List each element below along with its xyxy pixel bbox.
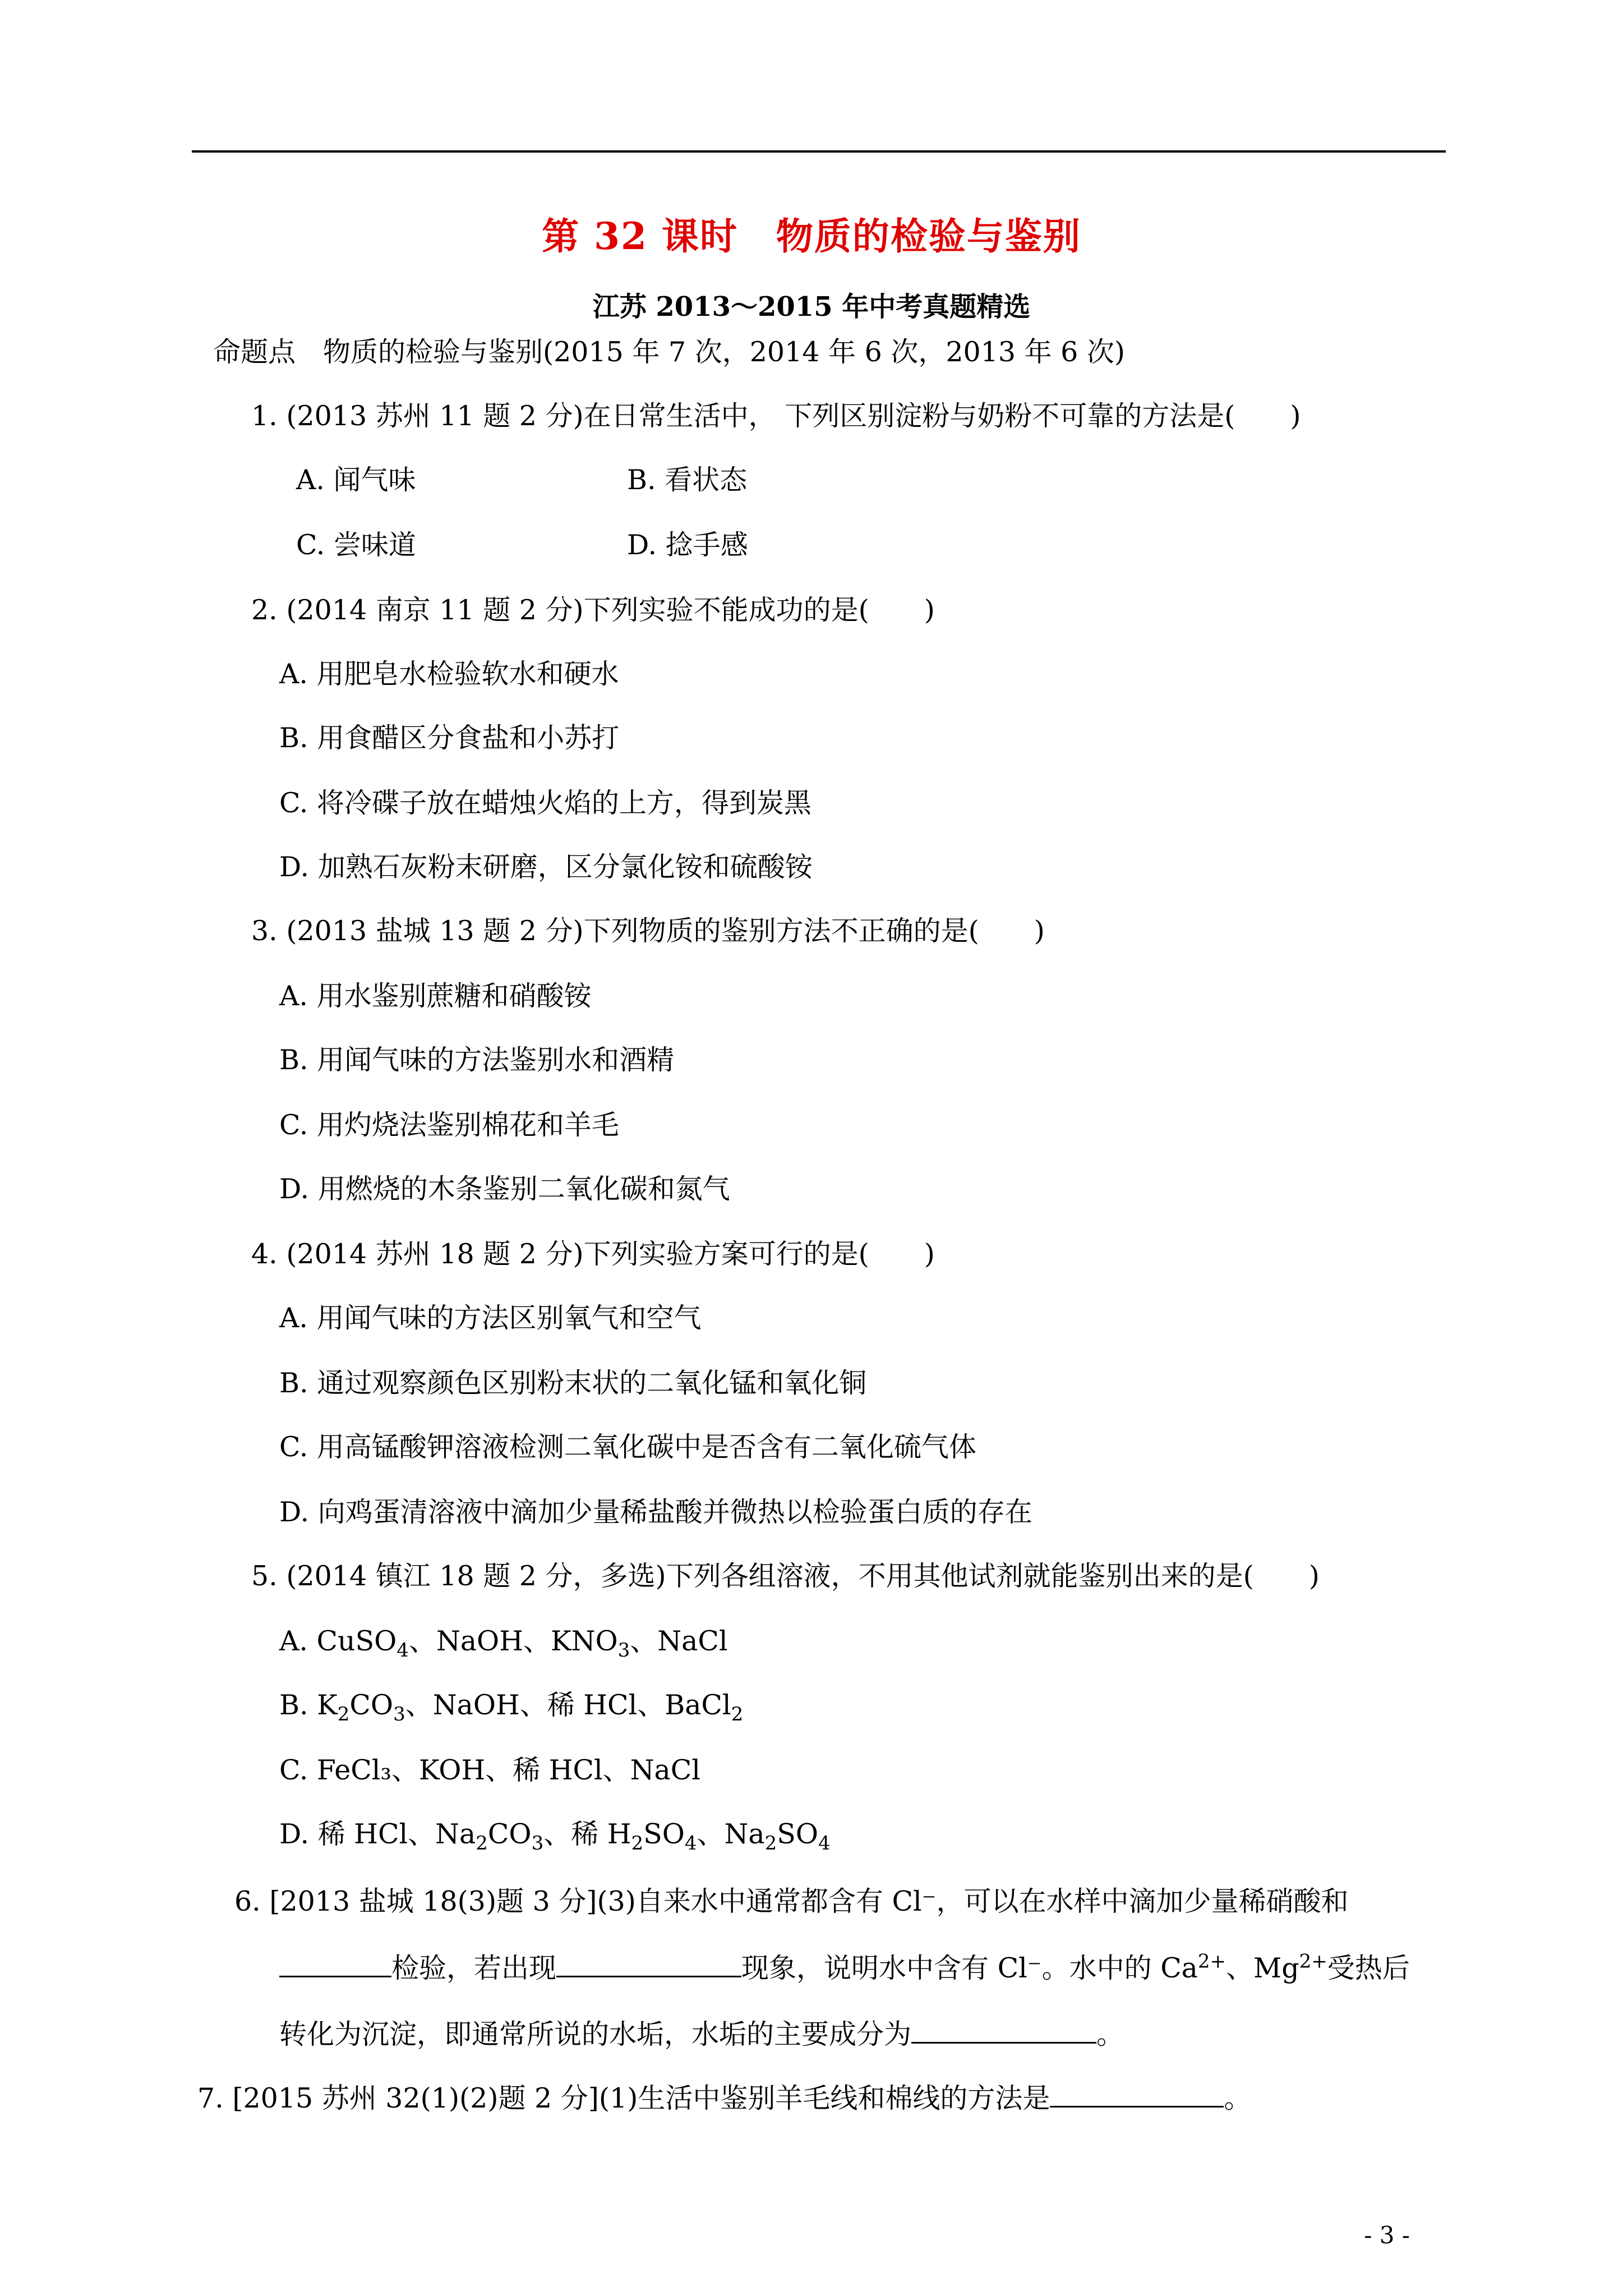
q7-line1: 7. [2015 苏州 32(1)(2)题 2 分](1)生活中鉴别羊毛线和棉线的方法是 。 bbox=[197, 2082, 1252, 2114]
page-number: - 3 - bbox=[1364, 2221, 1410, 2249]
q1-option-c: C. 尝味道 bbox=[296, 529, 416, 561]
q6-line3: 转化为沉淀，即通常所说的水垢，水垢的主要成分为 。 bbox=[279, 2018, 1124, 2050]
q2-option-a: A. 用肥皂水检验软水和硬水 bbox=[279, 658, 619, 690]
q5-option-c: C. FeCl₃、KOH、稀 HCl、NaCl bbox=[279, 1754, 700, 1786]
q3-option-b: B. 用闻气味的方法鉴别水和酒精 bbox=[279, 1044, 675, 1076]
q1-option-b: B. 看状态 bbox=[627, 464, 748, 496]
q5-stem: 5. (2014 镇江 18 题 2 分，多选)下列各组溶液，不用其他试剂就能鉴别出来的是( ) bbox=[251, 1560, 1320, 1592]
q5-option-a: A. CuSO$_4$、NaOH、$KNO_3$、NaCl bbox=[279, 1625, 728, 1662]
lesson-title: 第 32 课时 物质的检验与鉴别 bbox=[542, 214, 1081, 258]
q3-option-a: A. 用水鉴别蔗糖和硝酸铵 bbox=[279, 980, 592, 1012]
q6-blank-1[interactable] bbox=[279, 1951, 391, 1977]
q2-option-c: C. 将冷碟子放在蜡烛火焰的上方，得到炭黑 bbox=[279, 787, 811, 819]
q2-option-d: D. 加熟石灰粉末研磨，区分氯化铵和硫酸铵 bbox=[279, 851, 813, 883]
q6-blank-3[interactable] bbox=[911, 2017, 1096, 2044]
header-rule bbox=[192, 150, 1446, 153]
q3-stem: 3. (2013 盐城 13 题 2 分)下列物质的鉴别方法不正确的是( ) bbox=[251, 915, 1045, 947]
q4-stem: 4. (2014 苏州 18 题 2 分)下列实验方案可行的是( ) bbox=[251, 1238, 935, 1270]
q7-blank-1[interactable] bbox=[1050, 2081, 1224, 2108]
q4-option-b: B. 通过观察颜色区别粉末状的二氧化锰和氧化铜 bbox=[279, 1367, 867, 1399]
q4-option-a: A. 用闻气味的方法区别氧气和空气 bbox=[279, 1302, 702, 1334]
q3-option-d: D. 用燃烧的木条鉴别二氧化碳和氮气 bbox=[279, 1173, 730, 1205]
q4-option-d: D. 向鸡蛋清溶液中滴加少量稀盐酸并微热以检验蛋白质的存在 bbox=[279, 1496, 1032, 1528]
q4-option-c: C. 用高锰酸钾溶液检测二氧化碳中是否含有二氧化硫气体 bbox=[279, 1431, 976, 1463]
q1-stem: 1. (2013 苏州 11 题 2 分)在日常生活中， 下列区别淀粉与奶粉不可靠的方法是( ) bbox=[251, 400, 1301, 432]
q3-option-c: C. 用灼烧法鉴别棉花和羊毛 bbox=[279, 1109, 619, 1141]
q5-option-d: D. 稀 HCl、$Na_2CO_3$、稀 $H_2SO_4$、$Na_2SO_4$ bbox=[279, 1818, 831, 1855]
q5-option-b: B. $K_2CO_3$、NaOH、稀 HCl、BaCl$_2$ bbox=[279, 1689, 744, 1726]
q1-option-a: A. 闻气味 bbox=[296, 464, 416, 496]
q6-line1: 6. [2013 盐城 18(3)题 3 分](3)自来水中通常都含有 Cl⁻，可以在水样中滴加少量稀硝酸和 bbox=[234, 1885, 1349, 1917]
section-heading: 命题点 物质的检验与鉴别(2015 年 7 次，2014 年 6 次，2013 年 6 次) bbox=[213, 336, 1126, 368]
q6-line2: 检验，若出现 现象，说明水中含有 Cl⁻。水中的 $Ca^{2+}$、$Mg^{2+}$受热后 bbox=[279, 1951, 1410, 1985]
lesson-subtitle: 江苏 2013～2015 年中考真题精选 bbox=[592, 291, 1031, 323]
q2-stem: 2. (2014 南京 11 题 2 分)下列实验不能成功的是( ) bbox=[251, 594, 935, 626]
q1-option-d: D. 捻手感 bbox=[627, 529, 748, 561]
q2-option-b: B. 用食醋区分食盐和小苏打 bbox=[279, 722, 620, 754]
q6-blank-2[interactable] bbox=[556, 1951, 741, 1977]
